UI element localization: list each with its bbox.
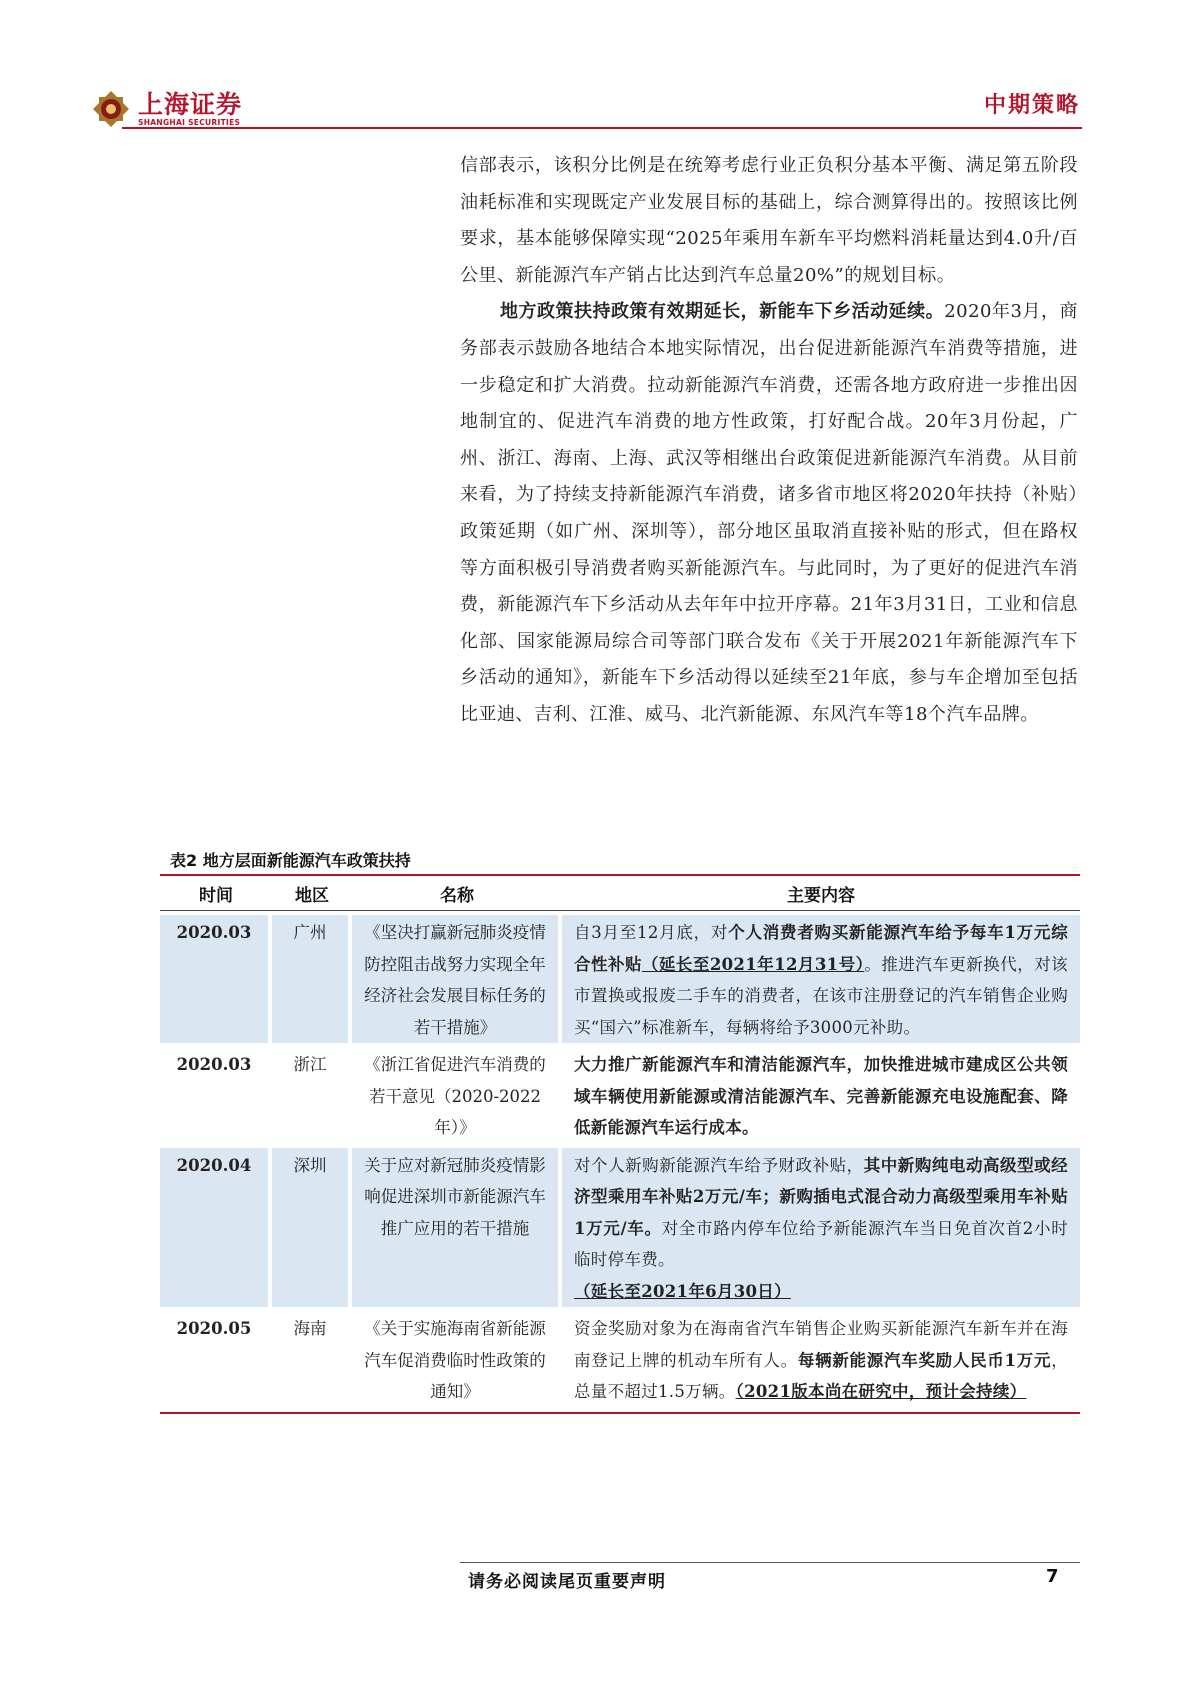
content-text: ，总量不超过1.5万辆。 [574, 1350, 1069, 1401]
page-number: 7 [1046, 1566, 1059, 1587]
cell-name: 《坚决打赢新冠肺炎疫情防控阻击战努力实现全年经济社会发展目标任务的若干措施》 [352, 915, 558, 1043]
content-text: 对全市路内停车位给予新能源汽车当日免首次首2小时临时停车费。 [574, 1218, 1068, 1269]
body-text [460, 148, 1078, 734]
paragraph-body: 2020年3月，商务部表示鼓励各地结合本地实际情况，出台促进新能源汽车消费等措施，进一步稳定和扩大消费。拉动新能源汽车消费，还需各地方政府进一步推出因地制宜的、促进汽车消费的地方性政策，打好配合战。20年3月份起，广州、浙江、海南、上海、武汉等相继出台政策促进新能源汽车消费。从目前来看，为了持续支持新能源汽车消费，诸多省市地区将2020年扶持（补贴）政策延期（如广州、深圳等），部分地区虽取消直接补贴的形式，但在路权等方面积极引导消费者购买新能源汽车。与此同时，为了更好的促进汽车消费，新能源汽车下乡活动从去年年中拉开序幕。21年3月31日，工业和信息化部、国家能源局综合司等部门联合发布《关于开展2021年新能源汽车下乡活动的通知》，新能车下乡活动得以延续至21年底，参与车企增加至包括比亚迪、吉利、江淮、威马、北汽新能源、东风汽车等18个汽车品牌。 [460, 301, 1079, 725]
content-text: 。推进汽车更新换代，对该市置换或报废二手车的消费者，在该市注册登记的汽车销售企业购买“国六”标准新车，每辆将给予3000元补助。 [574, 954, 1068, 1037]
paragraph-lead: 地方政策扶持政策有效期延长，新能车下乡活动延续。 [500, 301, 945, 323]
cell-region: 浙江 [293, 1055, 327, 1074]
paragraph [460, 294, 1078, 733]
report-type: 中期策略 [983, 93, 1080, 118]
footer-disclaimer: 请务必阅读尾页重要声明 [468, 1572, 666, 1592]
table-row [160, 915, 1080, 1043]
cell-region: 海南 [293, 1319, 327, 1338]
content-extension-note: （延长至2021年6月30日） [574, 1281, 791, 1301]
table-row [160, 1311, 1080, 1408]
header-time: 时间 [199, 885, 233, 906]
cell-region: 深圳 [272, 1148, 348, 1308]
logo-text-en: SHANGHAI SECURITIES [138, 117, 241, 127]
footer-divider [460, 1562, 1080, 1563]
policy-table [160, 874, 1080, 1414]
cell-name: 关于应对新冠肺炎疫情影响促进深圳市新能源汽车推广应用的若干措施 [352, 1148, 558, 1308]
header-divider [122, 127, 1082, 129]
logo-text-cn: 上海证券 [138, 89, 243, 119]
company-logo [92, 90, 242, 128]
logo-emblem-icon [92, 90, 130, 128]
cell-region: 广州 [272, 915, 348, 1043]
cell-content: 大力推广新能源汽车和清洁能源汽车，加快推进城市建成区公共领域车辆使用新能源或清洁能源汽车、完善新能源充电设施配套、降低新能源汽车运行成本。 [574, 1055, 1068, 1137]
cell-content [562, 915, 1080, 1043]
cell-time: 2020.03 [176, 1055, 252, 1074]
content-text: 自3月至12月底，对 [574, 923, 729, 942]
header-region: 地区 [295, 885, 329, 906]
paragraph: 信部表示，该积分比例是在统筹考虑行业正负积分基本平衡、满足第五阶段油耗标准和实现既定产业发展目标的基础上，综合测算得出的。按照该比例要求，基本能够保障实现“2025年乘用车新车平均燃料消耗量达到4.0升/百公里、新能源汽车产销占比达到汽车总量20%”的规划目标。 [460, 155, 1078, 286]
cell-name: 《关于实施海南省新能源汽车促消费临时性政策的通知》 [364, 1319, 546, 1401]
content-text: 资金奖励对象为在海南省汽车销售企业购买新能源汽车新车并在海南登记上牌的机动车所有人。 [574, 1319, 1068, 1370]
content-highlight: 其中新购纯电动高级型或经济型乘用车补贴2万元/车；新购插电式混合动力高级型乘用车补贴1万元/车。 [574, 1155, 1068, 1238]
content-highlight: 每辆新能源汽车奖励人民币1万元 [797, 1350, 1052, 1370]
cell-content [562, 1148, 1080, 1308]
cell-name: 《浙江省促进汽车消费的若干意见（2020-2022年）》 [364, 1055, 546, 1137]
content-text: 对个人新购新能源汽车给予财政补贴， [574, 1155, 864, 1175]
content-extension-note: （2021版本尚在研究中，预计会持续） [735, 1382, 1027, 1401]
table-row [160, 1148, 1080, 1308]
table-bottom-rule [160, 1412, 1080, 1414]
cell-time: 2020.04 [160, 1148, 268, 1308]
table-header-rule [160, 910, 1080, 911]
header-content: 主要内容 [787, 885, 855, 906]
table-row [160, 1047, 1080, 1144]
header-name: 名称 [440, 885, 474, 906]
cell-time: 2020.05 [176, 1319, 252, 1338]
content-highlight: 个人消费者购买新能源汽车给予每车1万元综合性补贴 [574, 923, 1068, 974]
cell-content [562, 1311, 1080, 1408]
cell-time: 2020.03 [160, 915, 268, 1043]
table-header [160, 876, 1080, 910]
table-title: 表2 地方层面新能源汽车政策扶持 [170, 851, 411, 870]
content-extension-note: （延长至2021年12月31号） [641, 954, 865, 974]
